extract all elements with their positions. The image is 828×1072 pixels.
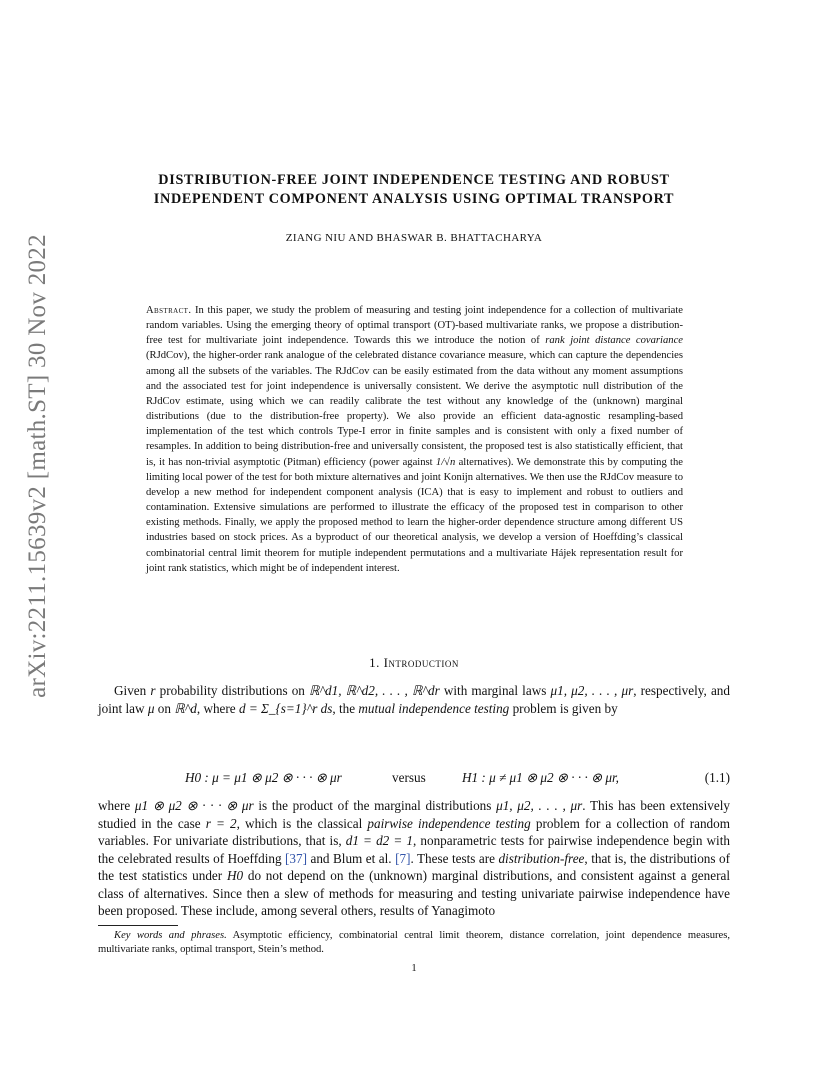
p2-text: , which is the classical [236, 815, 368, 831]
p2-text: problem for a collection of random variables. For univariate distributions, that is, [98, 815, 731, 848]
equation-versus: versus [392, 770, 426, 785]
p1-text: , respectively, and joint law [98, 683, 730, 716]
p1-math-marginals: μ1, μ2, . . . , μr [550, 683, 634, 698]
p1-math-dsum: d = Σ_{s=1}^r ds [238, 700, 333, 716]
p1-text: on [154, 700, 175, 716]
p2-text: where [98, 798, 135, 813]
p1-text: , the [332, 700, 359, 716]
abstract-text-1: In this paper, we study the problem of measuring and testing joint independence for a collection of multivariate random variables. Using the emerging theory of optimal transport (OT)-based multivariate ranks, we propose a distribution-free test for multivariate joint independence. Towards this we introduce the notion of [146, 305, 683, 347]
p1-text: problem is given by [509, 700, 618, 716]
p2-text: and Blum et al. [307, 850, 396, 866]
p2-math-h0: H0 [226, 868, 244, 883]
p1-text: probability distributions on [155, 683, 310, 698]
citation-link-37[interactable]: [37] [285, 850, 308, 866]
p2-math-product: μ1 ⊗ μ2 ⊗ · · · ⊗ μr [134, 798, 254, 813]
equation-1-1 [98, 770, 730, 790]
p2-text: , nonparametric tests for pairwise independence begin with the celebrated results of Hoeffding [98, 833, 730, 866]
arxiv-identifier-text: arXiv:2211.15639v2 [math.ST] 30 Nov 2022 [24, 234, 51, 698]
p1-text: , where [196, 700, 239, 716]
footnote-keywords-text: Asymptotic efficiency, combinatorial central limit theorem, distance correlation, joint dependence measures, multivariate ranks, optimal transport, Stein’s method. [98, 930, 730, 955]
p2-term-pairwise-independence: pairwise independence testing [367, 815, 531, 831]
p2-math-r2: r = 2 [205, 815, 237, 831]
abstract [146, 303, 683, 576]
p1-math-r: r [150, 683, 156, 698]
citation-link-7[interactable]: [7] [395, 850, 411, 866]
abstract-label: Abstract. [146, 305, 192, 316]
page-number: 1 [411, 963, 417, 974]
p2-text: . These tests are [410, 850, 499, 866]
intro-paragraph-2 [98, 797, 730, 920]
abstract-root-n: 1/√n [435, 456, 456, 468]
footnote-keywords-label: Key words and phrases. [114, 930, 227, 941]
paper-title [90, 171, 738, 209]
footnote-divider [98, 925, 178, 926]
author-list: ZIANG NIU AND BHASWAR B. BHATTACHARYA [285, 232, 543, 244]
arxiv-identifier-stamp[interactable] [18, 234, 58, 698]
equation-number: (1.1) [704, 770, 730, 785]
footnote-keywords [98, 929, 730, 957]
p2-text: . This has been extensively studied in the case [98, 798, 731, 831]
section-heading-introduction: 1. Introduction [369, 655, 459, 670]
p1-math-mu: μ [147, 700, 155, 716]
p2-math-d12: d1 = d2 = 1 [345, 833, 413, 848]
title-line-2: INDEPENDENT COMPONENT ANALYSIS USING OPTIMAL TRANSPORT [153, 191, 675, 207]
p2-math-marginals: μ1, μ2, . . . , μr [496, 798, 583, 813]
equation-alternative-hypothesis: H1 : μ ≠ μ1 ⊗ μ2 ⊗ · · · ⊗ μr, [462, 770, 619, 785]
title-line-1: DISTRIBUTION-FREE JOINT INDEPENDENCE TESTING AND ROBUST [158, 172, 670, 188]
equation-null-hypothesis: H0 : μ = μ1 ⊗ μ2 ⊗ · · · ⊗ μr [185, 770, 342, 785]
abstract-rjdcov-term: rank joint distance covariance [545, 335, 683, 347]
p1-text: with marginal laws [439, 683, 551, 698]
p2-text: do not depend on the (unknown) marginal distributions, and consistent against a general class of alternatives. Since then a slew of methods for measuring and testing univariate pairwise independence have been proposed. These include, among several others, results of Yanagimoto [98, 868, 730, 918]
p2-term-distribution-free: distribution-free [498, 850, 585, 866]
p1-math-rd: ℝ^d [174, 700, 197, 716]
abstract-text-3: alternatives). We demonstrate this by computing the limiting local power of the test for both mixture alternatives and joint Konijn alternatives. We then use the RJdCov measure to develop a new method for independent component analysis (ICA) that is easy to implement and robust to outliers and contamination. Extensive simulations are performed to illustrate the efficacy of the proposed test in comparison to other existing methods. Finally, we apply the proposed method to learn the higher-order dependence structure among different US industries based on stock prices. As a byproduct of our theoretical analysis, we develop a version of Hoeffding’s classical combinatorial central limit theorem for mutiple independent permutations and a multivariate Hájek representation result for joint rank statistics, which might be of independent interest. [146, 456, 683, 574]
p2-text: , that is, the distributions of the test statistics under [98, 850, 730, 883]
abstract-text-2: (RJdCov), the higher-order rank analogue of the celebrated distance covariance measure, which can capture the dependencies among all the subsets of the variables. The RJdCov can be easily estimated from the data without any moment assumptions and the associated test for joint independence is universally consistent. We derive the asymptotic null distribution of the RJdCov estimate, using which we can readily calibrate the test without any knowledge of the (unknown) marginal distributions (due to the distribution-free property). We also provide an efficient data-agnostic resampling-based implementation of the test which controls Type-I error in finite samples and is consistent with only a fixed number of resamples. In addition to being distribution-free and universally consistent, the proposed test is also statistically efficient, that is, it has non-trivial asymptotic (Pitman) efficiency (power against [146, 350, 683, 468]
p1-text: Given [114, 683, 151, 698]
intro-paragraph-1 [98, 682, 730, 717]
p2-text: is the product of the marginal distributions [253, 798, 497, 813]
p1-math-spaces: ℝ^d1, ℝ^d2, . . . , ℝ^dr [309, 683, 440, 698]
p1-term-mutual-independence: mutual independence testing [358, 700, 510, 716]
